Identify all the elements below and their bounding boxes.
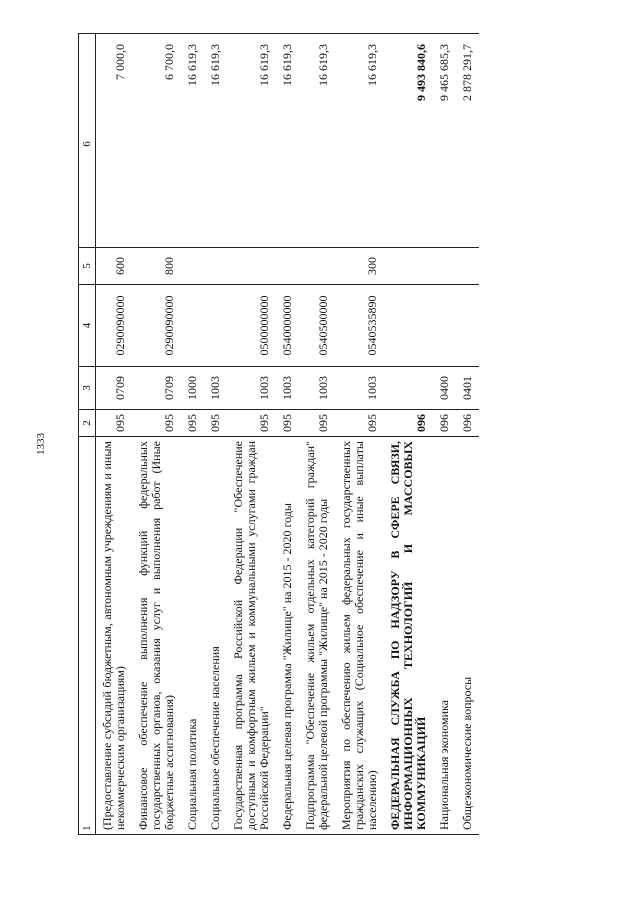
row-expense-type bbox=[456, 248, 479, 285]
table-header-row bbox=[79, 34, 96, 835]
row-section-code: 0401 bbox=[456, 367, 479, 410]
row-amount: 16 619,3 bbox=[181, 34, 204, 248]
row-name: (Предоставление субсидий бюджетным, автономным учреждениям и иным некоммерческим организациям) bbox=[96, 437, 133, 835]
header-col-1: 1 bbox=[79, 437, 96, 835]
row-target-code: 0500000000 bbox=[227, 285, 276, 367]
row-target-code bbox=[456, 285, 479, 367]
table-row bbox=[335, 34, 384, 835]
row-target-code bbox=[204, 285, 227, 367]
row-admin-code: 095 bbox=[276, 410, 299, 437]
row-section-code: 1003 bbox=[335, 367, 384, 410]
row-name: Мероприятия по обеспечению жильем федеральных государственных гражданских служащих (Социальное обеспечение и иные выплаты населению) bbox=[335, 437, 384, 835]
row-admin-code: 096 bbox=[456, 410, 479, 437]
row-target-code bbox=[433, 285, 456, 367]
row-section-code bbox=[384, 367, 433, 410]
table-row bbox=[181, 34, 204, 835]
page-number: 1333 bbox=[35, 433, 47, 455]
row-amount: 16 619,3 bbox=[204, 34, 227, 248]
row-name: Федеральная целевая программа "Жилище" на 2015 - 2020 годы bbox=[276, 437, 299, 835]
row-expense-type bbox=[433, 248, 456, 285]
row-expense-type bbox=[299, 248, 335, 285]
budget-table bbox=[78, 33, 479, 835]
row-expense-type: 800 bbox=[132, 248, 181, 285]
row-name: Социальная политика bbox=[181, 437, 204, 835]
header-col-4: 4 bbox=[79, 285, 96, 367]
row-target-code: 0540000000 bbox=[276, 285, 299, 367]
table-row bbox=[433, 34, 456, 835]
table-row bbox=[276, 34, 299, 835]
row-name: ФЕДЕРАЛЬНАЯ СЛУЖБА ПО НАДЗОРУ В СФЕРЕ СВЯЗИ, ИНФОРМАЦИОННЫХ ТЕХНОЛОГИЙ И МАССОВЫХ КОММУНИКАЦИЙ bbox=[384, 437, 433, 835]
table-row bbox=[204, 34, 227, 835]
row-amount: 16 619,3 bbox=[335, 34, 384, 248]
row-expense-type bbox=[181, 248, 204, 285]
row-name: Социальное обеспечение населения bbox=[204, 437, 227, 835]
row-amount: 2 878 291,7 bbox=[456, 34, 479, 248]
table-row bbox=[299, 34, 335, 835]
row-admin-code: 095 bbox=[181, 410, 204, 437]
row-name: Общеэкономические вопросы bbox=[456, 437, 479, 835]
row-amount: 16 619,3 bbox=[276, 34, 299, 248]
table-row bbox=[96, 34, 133, 835]
row-target-code bbox=[181, 285, 204, 367]
table-row bbox=[227, 34, 276, 835]
header-col-2: 2 bbox=[79, 410, 96, 437]
table-row bbox=[456, 34, 479, 835]
row-admin-code: 096 bbox=[433, 410, 456, 437]
row-amount: 6 700,0 bbox=[132, 34, 181, 248]
row-expense-type: 600 bbox=[96, 248, 133, 285]
row-expense-type bbox=[384, 248, 433, 285]
row-admin-code: 095 bbox=[299, 410, 335, 437]
row-target-code: 0540500000 bbox=[299, 285, 335, 367]
row-name: Финансовое обеспечение выполнения функций федеральных государственных органов, оказания услуг и выполнения работ (Иные бюджетные ассигнования) bbox=[132, 437, 181, 835]
row-name: Подпрограмма "Обеспечение жильем отдельных категорий граждан" федеральной целевой программы "Жилище" на 2015 - 2020 годы bbox=[299, 437, 335, 835]
row-section-code: 1000 bbox=[181, 367, 204, 410]
row-admin-code: 095 bbox=[132, 410, 181, 437]
row-section-code: 1003 bbox=[204, 367, 227, 410]
row-name: Национальная экономика bbox=[433, 437, 456, 835]
row-section-code: 1003 bbox=[227, 367, 276, 410]
budget-table-rotated bbox=[78, 44, 616, 835]
row-expense-type bbox=[276, 248, 299, 285]
row-admin-code: 096 bbox=[384, 410, 433, 437]
row-section-code: 1003 bbox=[276, 367, 299, 410]
row-expense-type: 300 bbox=[335, 248, 384, 285]
row-admin-code: 095 bbox=[335, 410, 384, 437]
row-admin-code: 095 bbox=[204, 410, 227, 437]
row-expense-type bbox=[204, 248, 227, 285]
row-amount: 9 493 840,6 bbox=[384, 34, 433, 248]
row-target-code: 0540535890 bbox=[335, 285, 384, 367]
row-section-code: 0709 bbox=[132, 367, 181, 410]
header-col-6: 6 bbox=[79, 34, 96, 248]
row-amount: 16 619,3 bbox=[299, 34, 335, 248]
row-amount: 16 619,3 bbox=[227, 34, 276, 248]
header-col-5: 5 bbox=[79, 248, 96, 285]
row-section-code: 0400 bbox=[433, 367, 456, 410]
row-amount: 7 000,0 bbox=[96, 34, 133, 248]
table-row bbox=[384, 34, 433, 835]
row-target-code bbox=[384, 285, 433, 367]
row-admin-code: 095 bbox=[227, 410, 276, 437]
table-row bbox=[132, 34, 181, 835]
header-col-3: 3 bbox=[79, 367, 96, 410]
row-section-code: 0709 bbox=[96, 367, 133, 410]
row-target-code: 0290090000 bbox=[132, 285, 181, 367]
row-section-code: 1003 bbox=[299, 367, 335, 410]
row-expense-type bbox=[227, 248, 276, 285]
row-target-code: 0290090000 bbox=[96, 285, 133, 367]
row-admin-code: 095 bbox=[96, 410, 133, 437]
row-amount: 9 465 685,3 bbox=[433, 34, 456, 248]
row-name: Государственная программа Российской Федерации "Обеспечение доступным и комфортным жильем и коммунальными услугами граждан Российской Федерации" bbox=[227, 437, 276, 835]
